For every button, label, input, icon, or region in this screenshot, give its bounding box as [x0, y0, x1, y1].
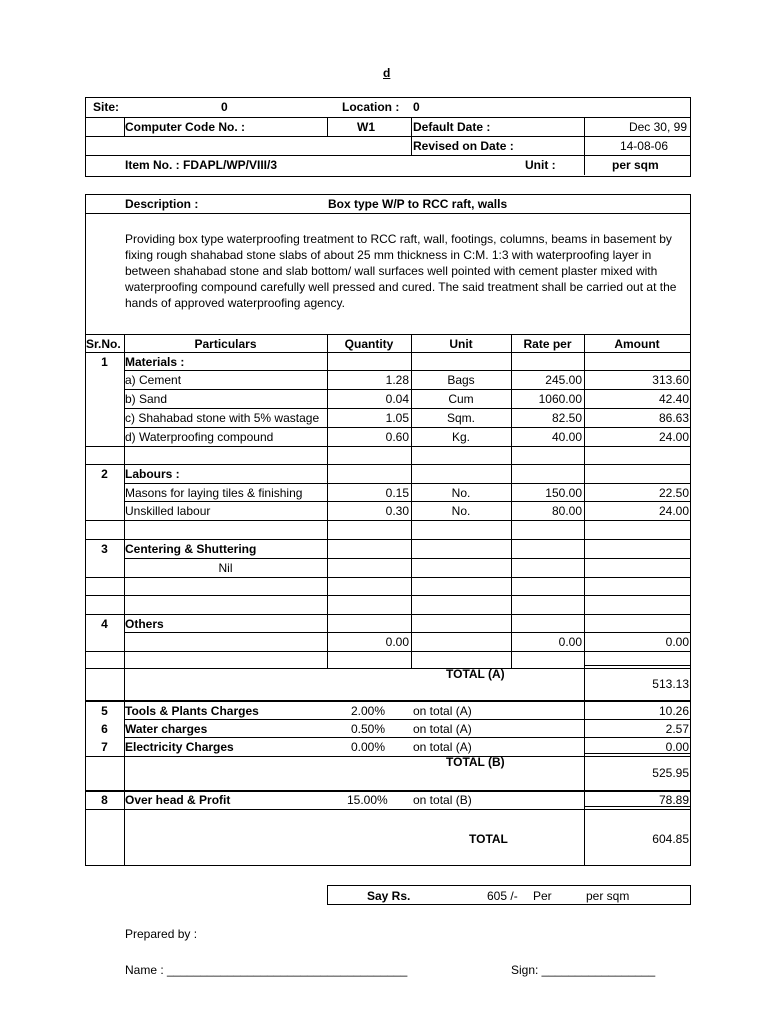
document-page: d Site: 0 Location : 0 Computer Code No. : W1 Default Date : Dec 30, 99 Revised on Date : 14-08-06 Item No. : FDAPL/WP/VIII/3 Unit : per sqm Description : Box type W/P to RCC raft, walls Providing box type waterproofing treatment to RCC raft, wall, footings, columns, beams in basement by fixing rough shahabad stone slabs of about 25 mm thickness in C:M. 1:3 with waterproofing layer in between shahabad stone and slab bottom/ wall surfaces well pointed with cement plaster mixed with waterproofing compound carefully well pressed and cured. The said treatment shall be carried out at the hands of approved waterproofing agency. Sr.No. Particulars Quantity Unit Rate per Amount 1 Materials : a) Cement 1.28 Bags 245.00 313.60 b) Sand 0.04 Cum 1060.00 42.40 c) Shahabad stone with 5% wastage 1.05 Sqm. 82.50 86.63 d) Waterproofing compound 0.60 Kg. 40.00 24.00 2 Labours : Masons for laying tiles & finishing 0.15 No. 150.00 22.50 Unskilled labour 0.30 No. 80.00 24.00 3 Centering & Shuttering Nil 4 Others 0.00 0.00 0.00 TOTAL (A) 513.13 5 Tools & Plants Charges 2.00% on total (A) 10.26 6 Water charges 0.50% on total (A) 2.57 7 Electricity Charges 0.00% on total (A) 0.00 TOTAL (B) 525.95 8 Over head & Profit 15.00% on total (B) 78.89 TOTAL 604.85 Say Rs. 605 /- Per per sqm Prepared by : Name : ____________________________________ Sign: _________________: [86, 66, 689, 977]
site-value: 0: [221, 100, 228, 114]
section-title-materials: Materials :: [125, 355, 185, 369]
description-text: Providing box type waterproofing treatment to RCC raft, wall, footings, columns, beams in basement by fixing rough shahabad stone slabs of about 25 mm thickness in C:M. 1:3 with waterproofing layer in between shahabad stone and slab bottom/ wall surfaces well pointed with cement plaster mixed with waterproofing compound carefully well pressed and cured. The said treatment shall be carried out at the hands of approved waterproofing agency.: [125, 232, 677, 310]
name-field: Name : ____________________________________: [125, 963, 408, 977]
section-number: 1: [101, 355, 108, 369]
centering-nil: Nil: [218, 561, 233, 575]
section-number: 4: [101, 617, 108, 631]
table-left-border: [85, 214, 86, 866]
section-title-others: Others: [125, 617, 164, 631]
site-label: Site:: [93, 100, 120, 114]
section-number: 2: [101, 467, 108, 481]
prepared-by-label: Prepared by :: [125, 927, 198, 941]
total-a-amount: 513.13: [652, 677, 689, 691]
location-value: 0: [413, 100, 420, 114]
revised-date-value: 14-08-06: [619, 139, 668, 153]
item-number: Item No. : FDAPL/WP/VIII/3: [125, 158, 278, 172]
total-a-label: TOTAL (A): [446, 667, 505, 681]
grand-total-amount: 604.85: [652, 832, 689, 846]
section-title-centering: Centering & Shuttering: [125, 542, 257, 556]
location-label: Location :: [342, 100, 400, 114]
total-b-label: TOTAL (B): [446, 755, 505, 769]
column-header-amount: Amount: [614, 337, 660, 351]
column-header-srno: Sr.No.: [86, 337, 121, 351]
say-rs-value: 605 /-: [487, 889, 518, 903]
column-header-quantity: Quantity: [344, 337, 394, 351]
table-right-border: [690, 214, 691, 866]
description-label: Description :: [125, 197, 199, 211]
say-rs-label: Say Rs.: [367, 889, 411, 903]
default-date-value: Dec 30, 99: [628, 120, 687, 134]
column-header-particulars: Particulars: [194, 337, 257, 351]
section-title-labours: Labours :: [125, 467, 180, 481]
grand-total-label: TOTAL: [469, 832, 508, 846]
unit-value: per sqm: [612, 158, 659, 172]
say-rs-unit: per sqm: [586, 889, 630, 903]
document-mark: d: [383, 66, 391, 80]
column-header-rate: Rate per: [523, 337, 572, 351]
column-header-unit: Unit: [449, 337, 473, 351]
default-date-label: Default Date :: [413, 120, 491, 134]
revised-date-label: Revised on Date :: [413, 139, 514, 153]
unit-label: Unit :: [525, 158, 556, 172]
say-rs-per: Per: [533, 889, 552, 903]
section-number: 3: [101, 542, 108, 556]
description-title: Box type W/P to RCC raft, walls: [328, 197, 508, 211]
total-b-amount: 525.95: [652, 766, 689, 780]
sign-field: Sign: _________________: [511, 963, 656, 977]
computer-code-label: Computer Code No. :: [125, 120, 245, 134]
computer-code-value: W1: [357, 120, 375, 134]
